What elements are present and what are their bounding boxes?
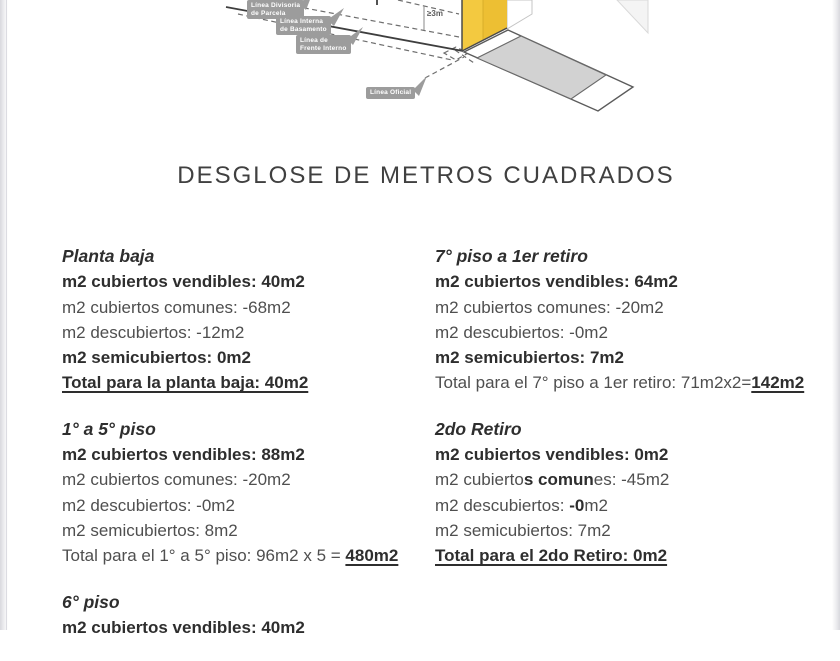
metric-text: m2 cubiertos vendibles: 40m2 bbox=[62, 617, 305, 637]
callout-text: Línea Interna bbox=[280, 18, 324, 25]
floor-section bbox=[62, 417, 432, 569]
metric-text: m2 semicubiertos: 0m2 bbox=[62, 348, 251, 368]
metric-text: 480m2 bbox=[345, 546, 399, 566]
breakdown-column-left bbox=[62, 244, 432, 661]
breakdown-column-right bbox=[435, 244, 835, 590]
metric-text: Total para el 1° a 5° piso: 96m2 x 5 = bbox=[62, 546, 346, 566]
metric-line bbox=[435, 269, 835, 294]
metric-text: s comun bbox=[523, 470, 594, 490]
callout-text: Frente Interno bbox=[300, 44, 347, 52]
metric-line bbox=[62, 442, 432, 467]
metric-text: Total para el 7° piso a 1er retiro: 71m2x2= bbox=[435, 373, 752, 393]
metric-text: m2 cubiertos comunes: -68m2 bbox=[62, 297, 291, 317]
callout-text: de Parcela bbox=[251, 9, 286, 17]
metric-line bbox=[435, 295, 835, 320]
metric-line bbox=[62, 269, 432, 294]
metric-text: m2 descubiertos: -0m2 bbox=[62, 495, 235, 515]
metric-line bbox=[62, 518, 432, 543]
linea-oficial-dashed-line bbox=[425, 57, 464, 78]
metric-text: m2 cubiertos vendibles: 88m2 bbox=[62, 445, 305, 465]
metric-text: es: -45m2 bbox=[593, 470, 670, 490]
metric-text: m2 cubiertos comunes: -20m2 bbox=[62, 470, 291, 490]
metric-line bbox=[62, 370, 432, 395]
metric-line bbox=[435, 320, 835, 345]
callout-linea-oficial bbox=[366, 87, 415, 99]
floor-section bbox=[62, 244, 432, 396]
metric-line bbox=[435, 543, 835, 568]
section-heading: 7° piso a 1er retiro bbox=[435, 246, 588, 266]
metric-line bbox=[62, 493, 432, 518]
metric-text: -0 bbox=[569, 495, 585, 515]
callout-linea-interna-de-basamento bbox=[276, 16, 331, 35]
section-heading: 2do Retiro bbox=[435, 418, 522, 439]
callout-text: Línea Oficial bbox=[370, 89, 412, 96]
section-heading: 6° piso bbox=[62, 591, 120, 612]
metric-text: m2 cubiertos vendibles: 0m2 bbox=[435, 445, 669, 465]
section-heading: Planta baja bbox=[62, 246, 155, 266]
callout-text: Línea Divisoria bbox=[251, 2, 301, 9]
metric-line bbox=[62, 615, 432, 640]
metric-line bbox=[62, 467, 432, 492]
metric-text: m2 semicubiertos: 8m2 bbox=[62, 520, 238, 540]
metric-text: m2 cubierto bbox=[435, 470, 524, 490]
metric-text: m2 bbox=[584, 495, 608, 515]
metric-line bbox=[435, 518, 835, 543]
callout-text: Línea de bbox=[300, 37, 328, 44]
floor-section bbox=[435, 244, 835, 396]
metric-line bbox=[435, 370, 835, 395]
faint-neighbor-volume bbox=[617, 0, 648, 33]
metric-text: Total para el 2do Retiro: 0m2 bbox=[435, 546, 668, 566]
metric-line bbox=[435, 442, 835, 467]
callout-text: de Basamento bbox=[280, 25, 327, 33]
callout-tail-oficial bbox=[413, 76, 427, 96]
metric-line bbox=[435, 467, 835, 492]
back-volume-face bbox=[507, 0, 532, 29]
metric-text: m2 cubiertos comunes: -20m2 bbox=[435, 297, 664, 317]
metric-line bbox=[62, 320, 432, 345]
floor-section bbox=[62, 590, 432, 641]
section-heading: 1° a 5° piso bbox=[62, 418, 156, 439]
metric-line bbox=[435, 345, 835, 370]
metric-text: Total para la planta baja: 40m2 bbox=[62, 373, 309, 393]
metric-text: m2 semicubiertos: 7m2 bbox=[435, 348, 624, 368]
setback-diagram-drawing bbox=[0, 0, 840, 150]
metric-line bbox=[62, 295, 432, 320]
floor-section bbox=[435, 417, 835, 569]
metric-line bbox=[62, 345, 432, 370]
metric-text: m2 descubiertos: -0m2 bbox=[435, 322, 608, 342]
metric-line bbox=[435, 493, 835, 518]
dimension-label-3m: ≥3m bbox=[427, 9, 443, 18]
page-title: DESGLOSE DE METROS CUADRADOS bbox=[177, 162, 675, 189]
metric-text: m2 cubiertos vendibles: 40m2 bbox=[62, 272, 305, 292]
metric-text: m2 descubiertos: bbox=[435, 495, 570, 515]
metric-text: 142m2 bbox=[751, 373, 805, 393]
metric-text: m2 semicubiertos: 7m2 bbox=[435, 520, 611, 540]
setback-diagram bbox=[0, 0, 840, 150]
metric-line bbox=[62, 543, 432, 568]
metric-text: m2 descubiertos: -12m2 bbox=[62, 322, 245, 342]
callout-linea-de-frente-interno bbox=[296, 35, 351, 54]
metric-text: m2 cubiertos vendibles: 64m2 bbox=[435, 272, 678, 292]
